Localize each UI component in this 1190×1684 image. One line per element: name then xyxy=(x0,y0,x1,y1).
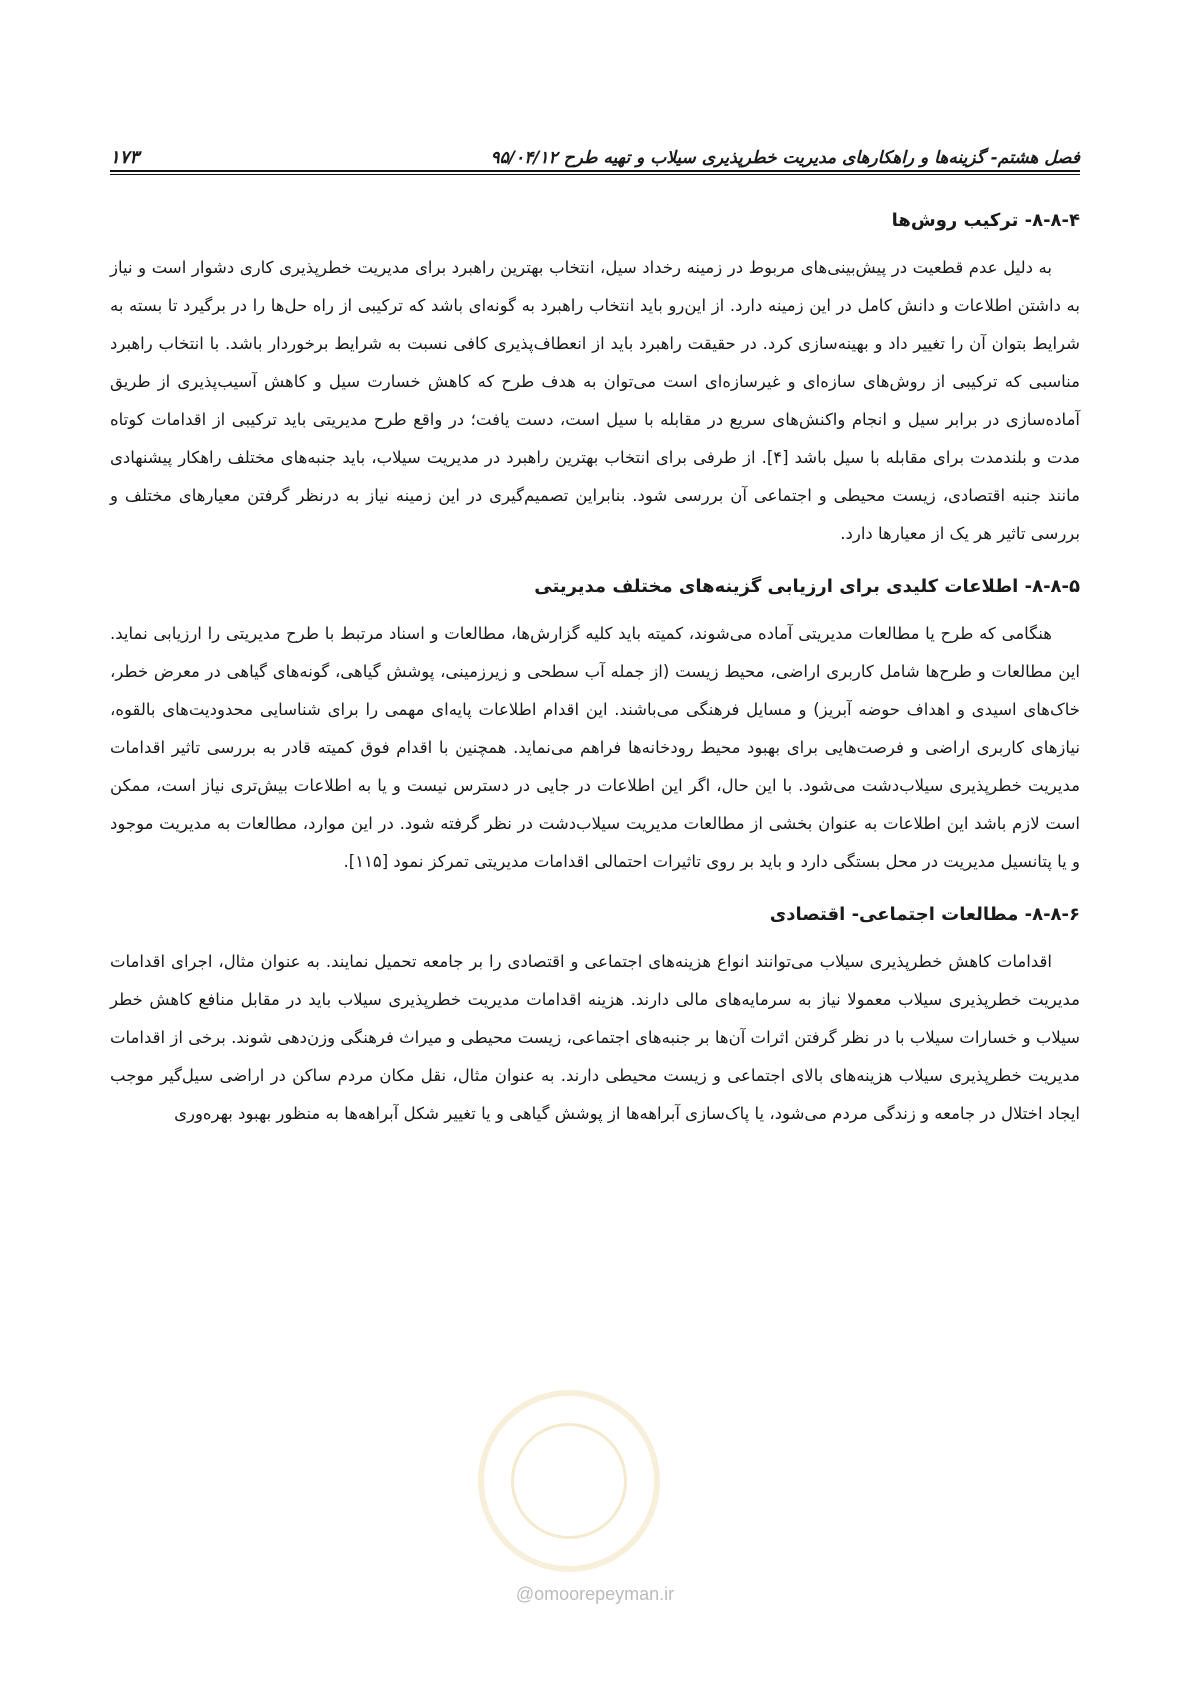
page-header xyxy=(110,128,1080,168)
section-heading-combining-methods: ۸-۸-۴- ترکیب روش‌ها xyxy=(891,210,1080,231)
header-rule-thin xyxy=(110,174,1080,175)
header-rule-thick xyxy=(110,170,1080,172)
seal-logo-icon xyxy=(478,1390,660,1572)
chapter-title: فصل هشتم- گزینه‌ها و راهکارهای مدیریت خطرپذیری سیلاب و تهیه طرح ۹۵/۰۴/۱۲ xyxy=(490,148,1080,168)
section-heading-socio-economic: ۸-۸-۶- مطالعات اجتماعی- اقتصادی xyxy=(769,904,1080,925)
page-number: ۱۷۳ xyxy=(110,147,140,168)
page-body xyxy=(110,205,1080,1151)
site-watermark: @omoorepeyman.ir xyxy=(515,1584,675,1604)
section-heading-key-information: ۸-۸-۵- اطلاعات کلیدی برای ارزیابی گزینه‌های مختلف مدیریتی xyxy=(534,576,1080,597)
section-paragraph: هنگامی که طرح یا مطالعات مدیریتی آماده می‌شوند، کمیته باید کلیه گزارش‌ها، مطالعات و اسناد مرتبط با طرح مدیریتی را ارزیابی نماید. این مطالعات و طرح‌ها شامل کاربری اراضی، محیط زیست (از جمله آب سطحی و زیرزمینی، پوشش گیاهی، گونه‌های گیاهی در معرض خطر، خاک‌های اسیدی و اهداف حوضه آبریز) و مسایل فرهنگی می‌باشند. این اقدام اطلاعات پایه‌ای مهمی را برای شناسایی محدودیت‌های بالقوه، نیازهای کاربری اراضی و فرصت‌هایی برای بهبود محیط رودخانه‌ها فراهم می‌نماید. همچنین با اقدام فوق کمیته قادر به بررسی تاثیر اقدامات مدیریت خطرپذیری سیلاب‌دشت می‌شود. با این حال، اگر این اطلاعات در جایی در دسترس نیست و یا به اطلاعات بیش‌تری نیاز است، ممکن است لازم باشد این اطلاعات به عنوان بخشی از مطالعات مدیریت سیلاب‌دشت در نظر گرفته شود. در این موارد، مطالعات به مدیریت موجود و یا پتانسیل مدیریت در محل بستگی دارد و باید بر روی تاثیرات احتمالی اقدامات مدیریتی تمرکز نمود [۱۱۵]. xyxy=(110,624,1080,871)
section-paragraph: به دلیل عدم قطعیت در پیش‌بینی‌های مربوط در زمینه رخداد سیل، انتخاب بهترین راهبرد برای مدیریت خطرپذیری کاری دشوار است و نیاز به داشتن اطلاعات و دانش کامل در این زمینه دارد. از این‌رو باید انتخاب راهبرد به گونه‌ای باشد که ترکیبی از راه حل‌ها را در برگیرد تا بسته به شرایط بتوان آن را تغییر داد و بهینه‌سازی کرد. در حقیقت راهبرد باید از انعطاف‌پذیری کافی نسبت به شرایط برخوردار باشد. با انتخاب راهبرد مناسبی که ترکیبی از روش‌های سازه‌ای و غیرسازه‌ای است می‌توان به هدف طرح که کاهش خسارت سیل و کاهش آسیب‌پذیری از طریق آماده‌سازی در برابر سیل و انجام واکنش‌های سریع در مقابله با سیل است، دست یافت؛ در واقع طرح مدیریتی باید ترکیبی از اقدامات کوتاه مدت و بلندمدت برای مقابله با سیل باشد [۴]. از طرفی برای انتخاب بهترین راهبرد در مدیریت سیلاب، باید جنبه‌های مختلف راهکار پیشنهادی مانند جنبه اقتصادی، زیست محیطی و اجتماعی آن بررسی شود. بنابراین تصمیم‌گیری در این زمینه نیاز به درنظر گرفتن معیارهای مختلف و بررسی تاثیر هر یک از معیارها دارد. xyxy=(110,258,1080,543)
section-paragraph: اقدامات کاهش خطرپذیری سیلاب می‌توانند انواع هزینه‌های اجتماعی و اقتصادی را بر جامعه تحمیل نمایند. به عنوان مثال، اجرای اقدامات مدیریت خطرپذیری سیلاب معمولا نیاز به سرمایه‌های مالی دارند. هزینه اقدامات مدیریت خطرپذیری سیلاب باید در مقابل منافع کاهش خطر سیلاب و خسارات سیلاب با در نظر گرفتن اثرات آن‌ها بر جنبه‌های اجتماعی، زیست محیطی و میراث فرهنگی وزن‌دهی شوند. برخی از اقدامات مدیریت خطرپذیری سیلاب هزینه‌های بالای اجتماعی و زیست محیطی دارند. به عنوان مثال، نقل مکان مردم ساکن در اراضی سیل‌گیر موجب ایجاد اختلال در جامعه و زندگی مردم می‌شود، یا پاک‌سازی آبراهه‌ها از پوشش گیاهی و یا تغییر شکل آبراهه‌ها به منظور بهبود بهره‌وری xyxy=(110,952,1080,1123)
